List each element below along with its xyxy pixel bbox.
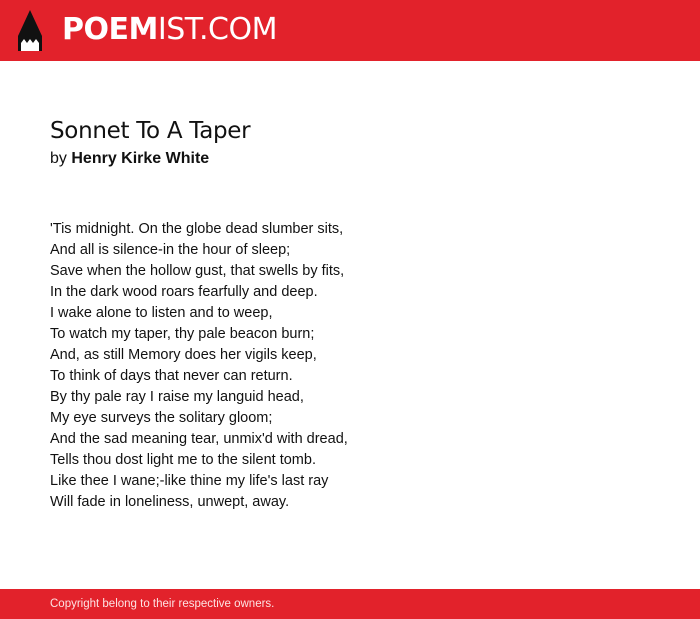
poem-line: And, as still Memory does her vigils keep, xyxy=(50,347,317,363)
poem-body xyxy=(50,219,650,513)
poem-line: My eye surveys the solitary gloom; xyxy=(50,410,273,426)
poem-line: By thy pale ray I raise my languid head, xyxy=(50,389,304,405)
poem-line: To watch my taper, thy pale beacon burn; xyxy=(50,326,315,342)
site-logo[interactable] xyxy=(62,12,277,48)
copyright-text: Copyright belong to their respective owners. xyxy=(50,598,275,610)
poem-line: Save when the hollow gust, that swells by fits, xyxy=(50,263,345,279)
poem-line: And all is silence-in the hour of sleep; xyxy=(50,242,291,258)
logo-bold-text: POEM xyxy=(62,12,158,47)
by-label: by xyxy=(50,150,67,167)
poem-line: I wake alone to listen and to weep, xyxy=(50,305,273,321)
poem-line: To think of days that never can return. xyxy=(50,368,293,384)
poem-line: Tells thou dost light me to the silent tomb. xyxy=(50,452,316,468)
poem-line: 'Tis midnight. On the globe dead slumber sits, xyxy=(50,221,344,237)
site-footer xyxy=(0,589,700,619)
poem-line: In the dark wood roars fearfully and deep. xyxy=(50,284,318,300)
author-name: Henry Kirke White xyxy=(71,150,210,167)
poem-line: And the sad meaning tear, unmix'd with dread, xyxy=(50,431,348,447)
logo-light-text: IST.COM xyxy=(157,12,277,47)
poem-line: Will fade in loneliness, unwept, away. xyxy=(50,494,290,510)
byline xyxy=(50,149,209,169)
pencil-icon[interactable] xyxy=(18,10,42,51)
site-header xyxy=(0,0,700,61)
poem-title: Sonnet To A Taper xyxy=(50,118,251,144)
poem-line: Like thee I wane;-like thine my life's last ray xyxy=(50,473,329,489)
